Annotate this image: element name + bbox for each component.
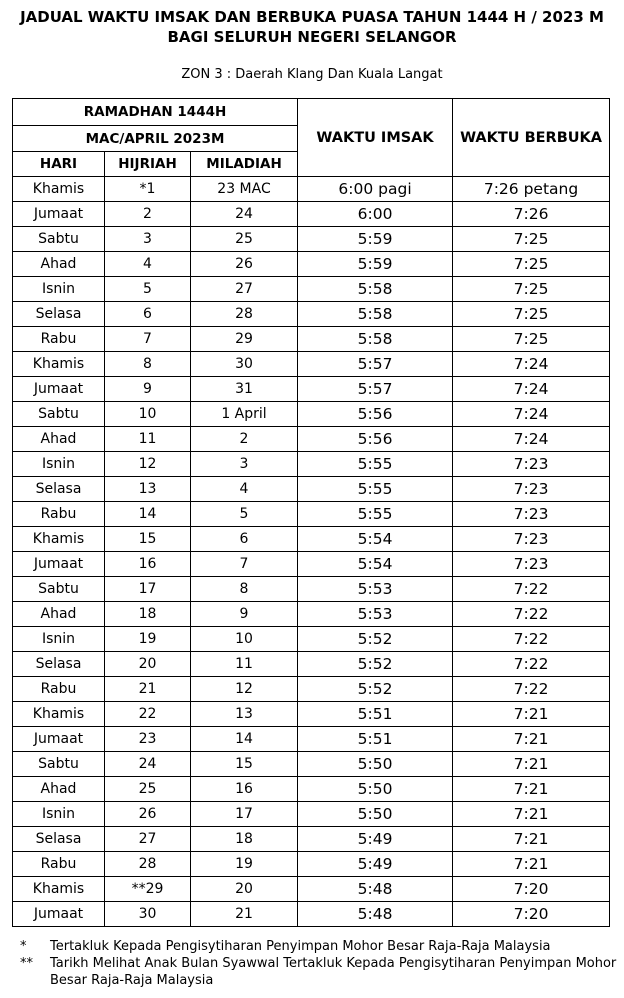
cell-hari: Jumaat xyxy=(13,202,105,227)
cell-hari: Jumaat xyxy=(13,727,105,752)
cell-miladiah: 10 xyxy=(191,627,298,652)
cell-hari: Khamis xyxy=(13,177,105,202)
cell-berbuka: 7:22 xyxy=(453,677,610,702)
cell-hari: Sabtu xyxy=(13,577,105,602)
cell-hari: Ahad xyxy=(13,777,105,802)
cell-miladiah: 28 xyxy=(191,302,298,327)
cell-hijriah: 22 xyxy=(105,702,191,727)
cell-miladiah: 17 xyxy=(191,802,298,827)
cell-berbuka: 7:25 xyxy=(453,277,610,302)
cell-hari: Isnin xyxy=(13,802,105,827)
cell-hari: Jumaat xyxy=(13,552,105,577)
footnote xyxy=(20,938,620,955)
cell-hijriah: *1 xyxy=(105,177,191,202)
cell-imsak: 5:53 xyxy=(298,602,453,627)
cell-miladiah: 27 xyxy=(191,277,298,302)
table-row xyxy=(13,752,610,777)
cell-miladiah: 15 xyxy=(191,752,298,777)
cell-hari: Rabu xyxy=(13,677,105,702)
cell-hijriah: 4 xyxy=(105,252,191,277)
cell-berbuka: 7:21 xyxy=(453,852,610,877)
cell-berbuka: 7:21 xyxy=(453,802,610,827)
cell-imsak: 5:54 xyxy=(298,552,453,577)
cell-imsak: 5:50 xyxy=(298,752,453,777)
cell-hari: Rabu xyxy=(13,327,105,352)
cell-imsak: 5:51 xyxy=(298,727,453,752)
cell-hari: Rabu xyxy=(13,852,105,877)
header-waktu-imsak: WAKTU IMSAK xyxy=(298,99,453,177)
cell-hijriah: 16 xyxy=(105,552,191,577)
cell-hijriah: 27 xyxy=(105,827,191,852)
cell-berbuka: 7:23 xyxy=(453,477,610,502)
cell-hijriah: 17 xyxy=(105,577,191,602)
table-row xyxy=(13,402,610,427)
table-row xyxy=(13,377,610,402)
table-row xyxy=(13,202,610,227)
cell-miladiah: 3 xyxy=(191,452,298,477)
cell-miladiah: 9 xyxy=(191,602,298,627)
cell-berbuka: 7:24 xyxy=(453,427,610,452)
cell-hijriah: 24 xyxy=(105,752,191,777)
table-row xyxy=(13,527,610,552)
cell-imsak: 5:50 xyxy=(298,802,453,827)
table-row xyxy=(13,277,610,302)
cell-berbuka: 7:22 xyxy=(453,602,610,627)
cell-berbuka: 7:25 xyxy=(453,302,610,327)
cell-imsak: 5:56 xyxy=(298,427,453,452)
cell-miladiah: 20 xyxy=(191,877,298,902)
cell-hijriah: 2 xyxy=(105,202,191,227)
header-hari: HARI xyxy=(13,152,105,177)
cell-hijriah: 7 xyxy=(105,327,191,352)
cell-hijriah: 21 xyxy=(105,677,191,702)
cell-berbuka: 7:22 xyxy=(453,577,610,602)
cell-hari: Selasa xyxy=(13,827,105,852)
footnote-mark: ** xyxy=(20,956,33,971)
cell-miladiah: 11 xyxy=(191,652,298,677)
table-row xyxy=(13,602,610,627)
cell-imsak: 5:55 xyxy=(298,502,453,527)
cell-imsak: 5:49 xyxy=(298,852,453,877)
cell-hijriah: 8 xyxy=(105,352,191,377)
cell-imsak: 5:58 xyxy=(298,302,453,327)
cell-miladiah: 24 xyxy=(191,202,298,227)
cell-hijriah: 5 xyxy=(105,277,191,302)
cell-imsak: 5:54 xyxy=(298,527,453,552)
cell-hari: Khamis xyxy=(13,702,105,727)
cell-hijriah: 25 xyxy=(105,777,191,802)
table-row xyxy=(13,702,610,727)
cell-hijriah: 28 xyxy=(105,852,191,877)
cell-hari: Sabtu xyxy=(13,402,105,427)
cell-berbuka: 7:22 xyxy=(453,627,610,652)
cell-hari: Khamis xyxy=(13,527,105,552)
cell-miladiah: 7 xyxy=(191,552,298,577)
cell-hijriah: 3 xyxy=(105,227,191,252)
cell-hijriah: 23 xyxy=(105,727,191,752)
footnote-text: Tarikh Melihat Anak Bulan Syawwal Tertakluk Kepada Pengisytiharan Penyimpan Mohor Besar Raja-Raja Malaysia xyxy=(50,956,617,988)
cell-miladiah: 18 xyxy=(191,827,298,852)
cell-miladiah: 4 xyxy=(191,477,298,502)
cell-imsak: 5:52 xyxy=(298,677,453,702)
table-row xyxy=(13,777,610,802)
cell-imsak: 5:52 xyxy=(298,627,453,652)
cell-miladiah: 12 xyxy=(191,677,298,702)
cell-berbuka: 7:21 xyxy=(453,777,610,802)
cell-hari: Isnin xyxy=(13,452,105,477)
cell-berbuka: 7:21 xyxy=(453,752,610,777)
zone-label: ZON 3 : Daerah Klang Dan Kuala Langat xyxy=(181,67,443,82)
cell-miladiah: 6 xyxy=(191,527,298,552)
table-row xyxy=(13,827,610,852)
cell-hari: Selasa xyxy=(13,477,105,502)
cell-hijriah: 6 xyxy=(105,302,191,327)
cell-hari: Khamis xyxy=(13,352,105,377)
footnote xyxy=(20,955,620,989)
cell-hari: Sabtu xyxy=(13,227,105,252)
cell-imsak: 6:00 pagi xyxy=(298,177,453,202)
cell-berbuka: 7:21 xyxy=(453,727,610,752)
cell-berbuka: 7:25 xyxy=(453,227,610,252)
cell-hijriah: 18 xyxy=(105,602,191,627)
footnotes xyxy=(20,938,620,989)
schedule-rows xyxy=(13,177,610,927)
table-row xyxy=(13,577,610,602)
cell-hijriah: **29 xyxy=(105,877,191,902)
cell-miladiah: 8 xyxy=(191,577,298,602)
cell-miladiah: 23 MAC xyxy=(191,177,298,202)
cell-berbuka: 7:21 xyxy=(453,702,610,727)
header-ramadhan: RAMADHAN 1444H xyxy=(13,99,298,126)
cell-hijriah: 30 xyxy=(105,902,191,927)
header-month: MAC/APRIL 2023M xyxy=(13,126,298,152)
cell-miladiah: 26 xyxy=(191,252,298,277)
cell-imsak: 5:49 xyxy=(298,827,453,852)
cell-hijriah: 19 xyxy=(105,627,191,652)
cell-hari: Ahad xyxy=(13,602,105,627)
cell-imsak: 5:57 xyxy=(298,377,453,402)
cell-berbuka: 7:20 xyxy=(453,902,610,927)
cell-miladiah: 19 xyxy=(191,852,298,877)
cell-imsak: 5:59 xyxy=(298,227,453,252)
cell-hijriah: 9 xyxy=(105,377,191,402)
table-row xyxy=(13,427,610,452)
cell-hijriah: 26 xyxy=(105,802,191,827)
header-waktu-berbuka: WAKTU BERBUKA xyxy=(453,99,610,177)
cell-berbuka: 7:23 xyxy=(453,527,610,552)
table-row xyxy=(13,652,610,677)
cell-imsak: 5:55 xyxy=(298,477,453,502)
page-title: JADUAL WAKTU IMSAK DAN BERBUKA PUASA TAHUN 1444 H / 2023 M xyxy=(20,8,604,26)
cell-imsak: 5:52 xyxy=(298,652,453,677)
table-row xyxy=(13,252,610,277)
table-row xyxy=(13,477,610,502)
cell-hari: Isnin xyxy=(13,627,105,652)
table-row xyxy=(13,902,610,927)
table-row xyxy=(13,302,610,327)
cell-berbuka: 7:22 xyxy=(453,652,610,677)
cell-imsak: 6:00 xyxy=(298,202,453,227)
cell-imsak: 5:56 xyxy=(298,402,453,427)
cell-miladiah: 13 xyxy=(191,702,298,727)
cell-miladiah: 29 xyxy=(191,327,298,352)
cell-hijriah: 14 xyxy=(105,502,191,527)
cell-imsak: 5:48 xyxy=(298,902,453,927)
cell-miladiah: 14 xyxy=(191,727,298,752)
cell-hijriah: 20 xyxy=(105,652,191,677)
cell-imsak: 5:58 xyxy=(298,327,453,352)
cell-miladiah: 1 April xyxy=(191,402,298,427)
cell-imsak: 5:58 xyxy=(298,277,453,302)
cell-miladiah: 21 xyxy=(191,902,298,927)
table-row xyxy=(13,552,610,577)
cell-hijriah: 12 xyxy=(105,452,191,477)
table-row xyxy=(13,627,610,652)
cell-imsak: 5:50 xyxy=(298,777,453,802)
cell-berbuka: 7:26 xyxy=(453,202,610,227)
header-miladiah: MILADIAH xyxy=(191,152,298,177)
page-subtitle: BAGI SELURUH NEGERI SELANGOR xyxy=(167,28,457,46)
cell-hijriah: 10 xyxy=(105,402,191,427)
cell-miladiah: 31 xyxy=(191,377,298,402)
cell-hari: Selasa xyxy=(13,652,105,677)
cell-hari: Isnin xyxy=(13,277,105,302)
table-row xyxy=(13,502,610,527)
cell-hari: Khamis xyxy=(13,877,105,902)
cell-hari: Ahad xyxy=(13,252,105,277)
cell-berbuka: 7:24 xyxy=(453,352,610,377)
cell-hari: Ahad xyxy=(13,427,105,452)
cell-hari: Rabu xyxy=(13,502,105,527)
table-row xyxy=(13,727,610,752)
table-row xyxy=(13,877,610,902)
footnote-text: Tertakluk Kepada Pengisytiharan Penyimpan Mohor Besar Raja-Raja Malaysia xyxy=(50,939,551,954)
cell-miladiah: 30 xyxy=(191,352,298,377)
cell-miladiah: 25 xyxy=(191,227,298,252)
cell-miladiah: 2 xyxy=(191,427,298,452)
table-row xyxy=(13,677,610,702)
table-row xyxy=(13,802,610,827)
cell-berbuka: 7:24 xyxy=(453,402,610,427)
cell-imsak: 5:53 xyxy=(298,577,453,602)
cell-miladiah: 5 xyxy=(191,502,298,527)
cell-berbuka: 7:25 xyxy=(453,252,610,277)
cell-hari: Jumaat xyxy=(13,377,105,402)
footnote-mark: * xyxy=(20,939,27,954)
cell-hari: Selasa xyxy=(13,302,105,327)
table-row xyxy=(13,177,610,202)
cell-hijriah: 11 xyxy=(105,427,191,452)
table-row xyxy=(13,327,610,352)
cell-hari: Jumaat xyxy=(13,902,105,927)
cell-imsak: 5:55 xyxy=(298,452,453,477)
header-hijriah: HIJRIAH xyxy=(105,152,191,177)
cell-imsak: 5:57 xyxy=(298,352,453,377)
table-row xyxy=(13,452,610,477)
cell-imsak: 5:59 xyxy=(298,252,453,277)
table-row xyxy=(13,352,610,377)
cell-berbuka: 7:25 xyxy=(453,327,610,352)
cell-berbuka: 7:23 xyxy=(453,452,610,477)
cell-imsak: 5:48 xyxy=(298,877,453,902)
cell-berbuka: 7:20 xyxy=(453,877,610,902)
table-row xyxy=(13,227,610,252)
table-row xyxy=(13,852,610,877)
cell-berbuka: 7:23 xyxy=(453,502,610,527)
cell-berbuka: 7:23 xyxy=(453,552,610,577)
cell-hijriah: 13 xyxy=(105,477,191,502)
schedule-table xyxy=(12,98,610,927)
cell-hari: Sabtu xyxy=(13,752,105,777)
cell-berbuka: 7:21 xyxy=(453,827,610,852)
cell-imsak: 5:51 xyxy=(298,702,453,727)
cell-berbuka: 7:26 petang xyxy=(453,177,610,202)
cell-hijriah: 15 xyxy=(105,527,191,552)
cell-berbuka: 7:24 xyxy=(453,377,610,402)
cell-miladiah: 16 xyxy=(191,777,298,802)
